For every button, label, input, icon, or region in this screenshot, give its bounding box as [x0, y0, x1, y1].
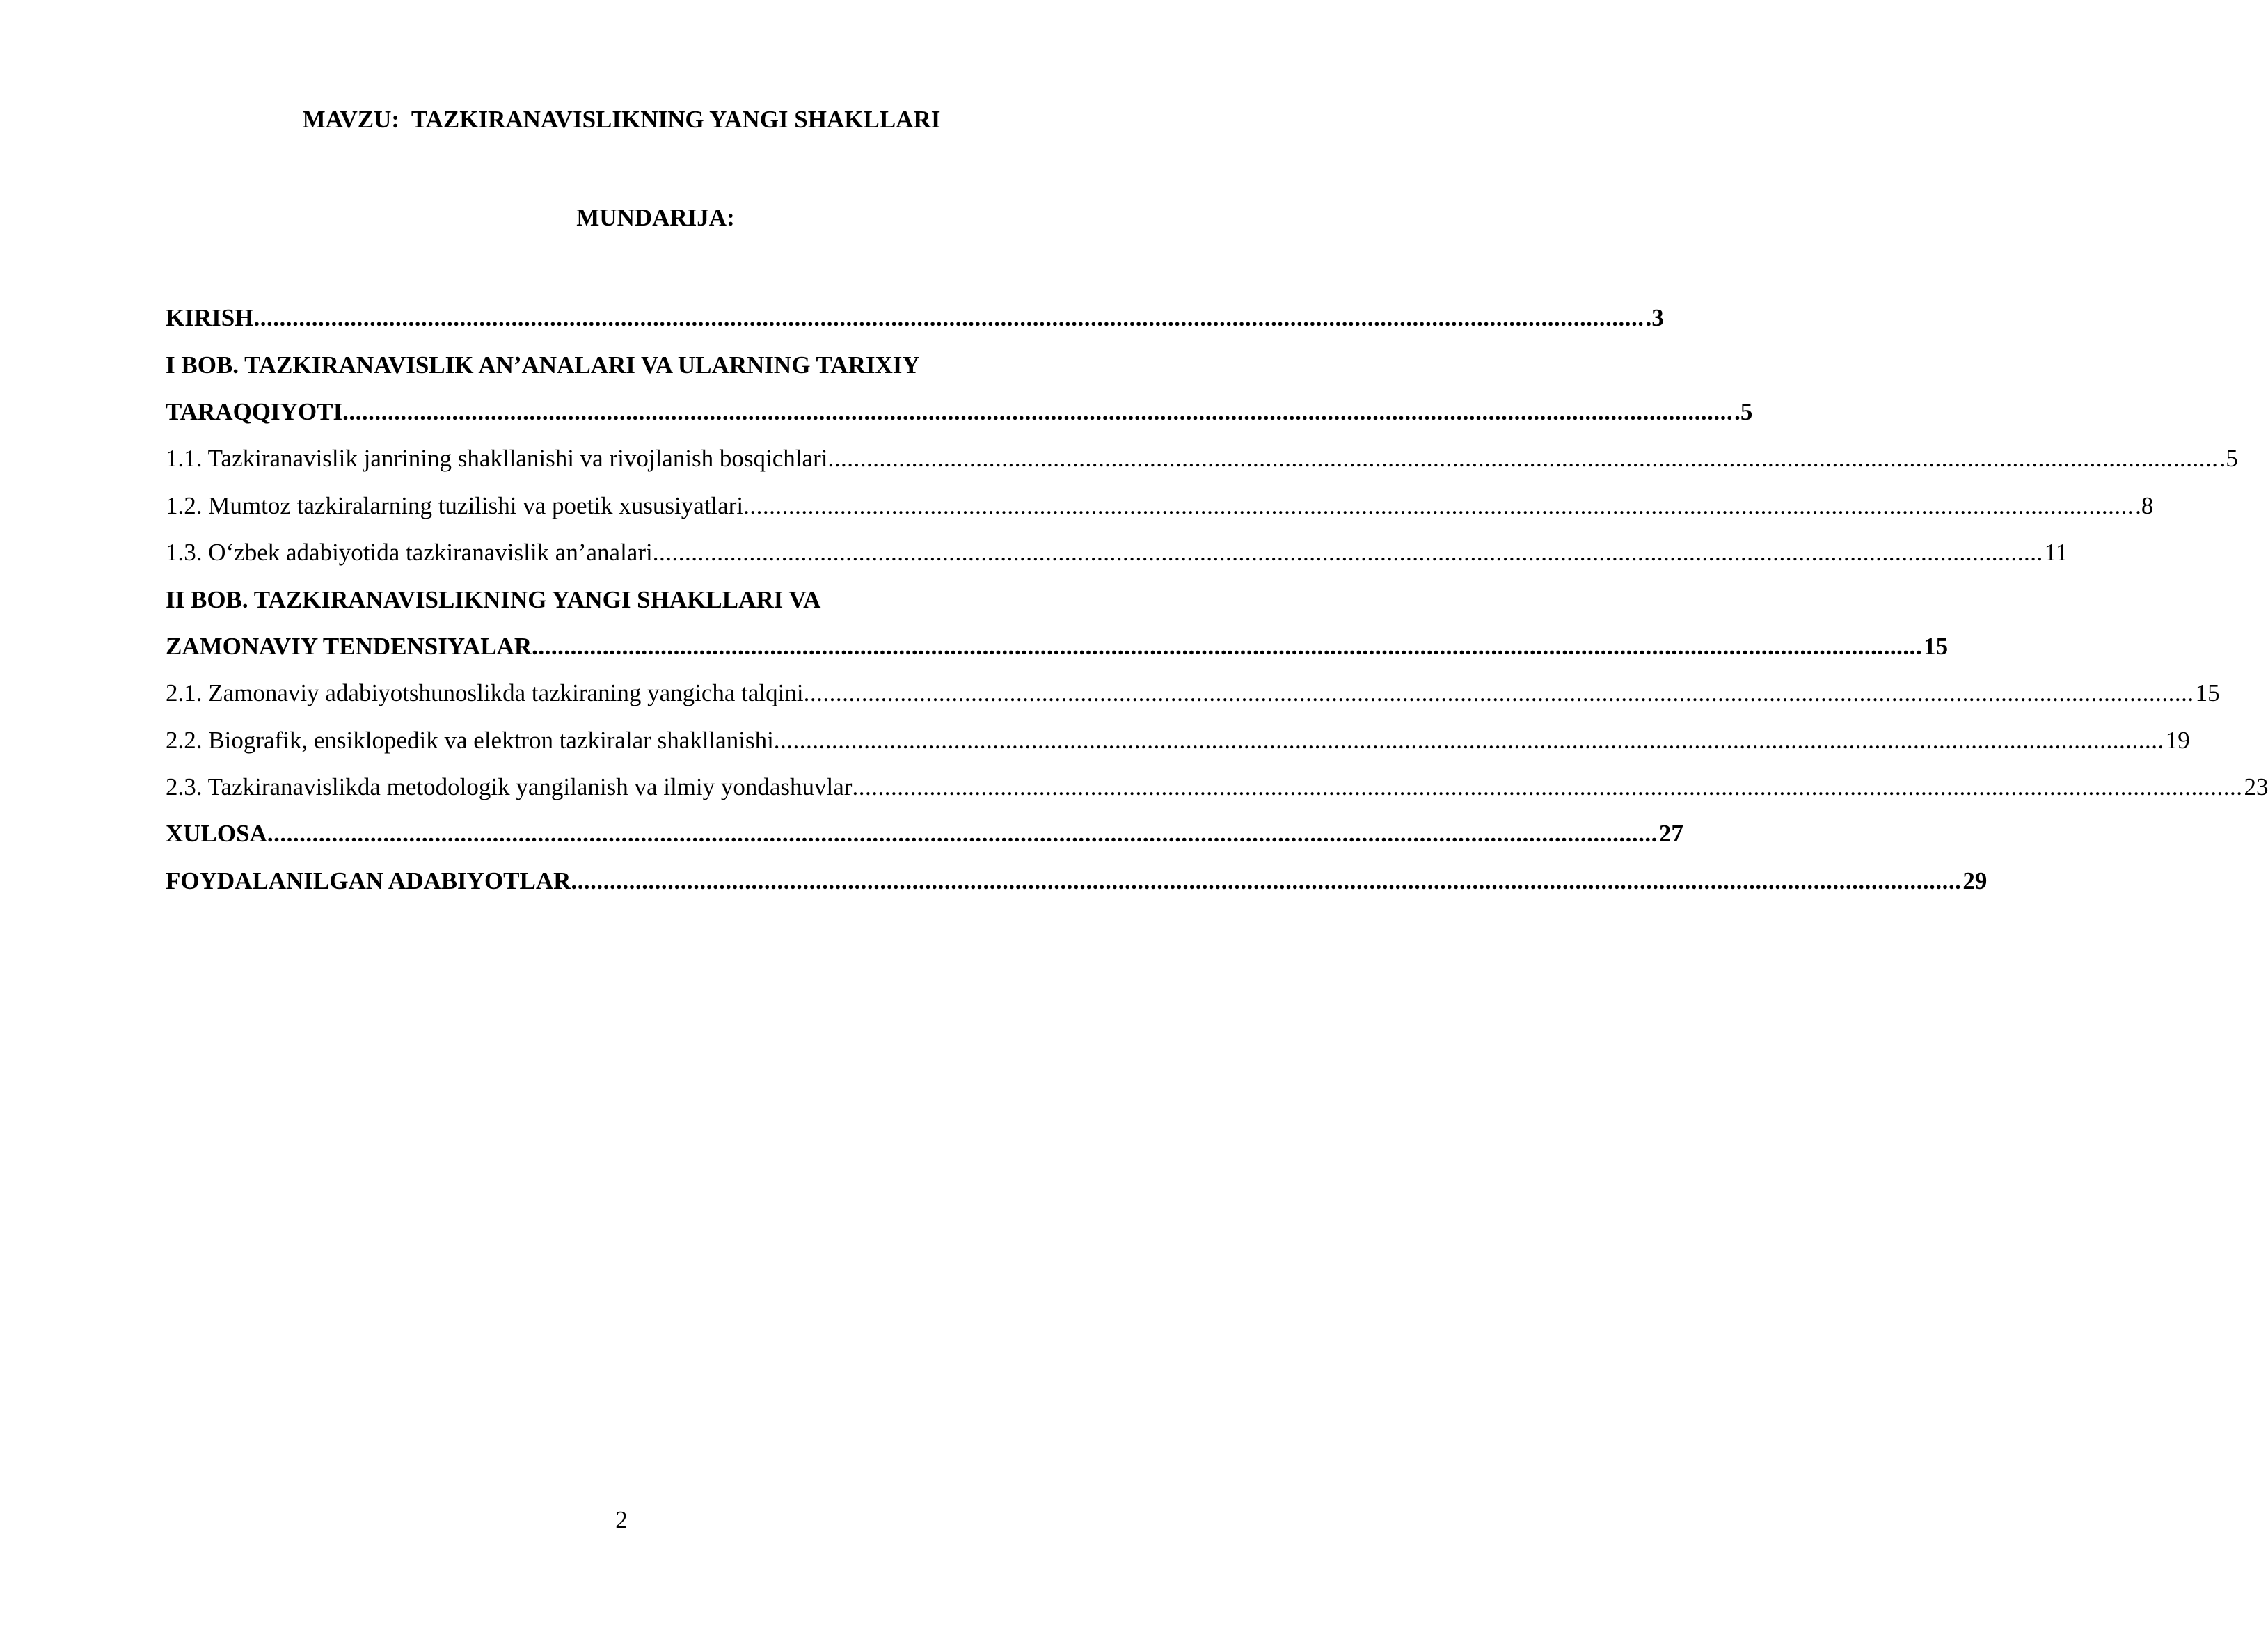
toc-entry[interactable]	[166, 764, 2268, 810]
toc-entry-page: 15	[2195, 679, 2220, 707]
toc-entry[interactable]	[166, 623, 1949, 670]
toc-entry-page: .8	[2135, 491, 2154, 519]
topic-title: MAVZU: TAZKIRANAVISLIKNING YANGI SHAKLLARI	[302, 106, 941, 133]
toc-entry[interactable]	[166, 576, 1045, 622]
toc-entry[interactable]	[166, 482, 2154, 529]
toc-entry-label: 1.3. O‘zbek adabiyotida tazkiranavislik an’analari	[166, 539, 653, 567]
toc-entry[interactable]	[166, 341, 1045, 388]
toc-entry-page: .3	[1645, 304, 1664, 332]
toc-entry-page: 11	[2044, 539, 2068, 567]
toc-entry[interactable]	[166, 858, 1988, 904]
toc-entry-label: XULOSA	[166, 820, 267, 848]
toc-leader-dots: ........................................................................................................................................................................................................................	[652, 539, 2043, 567]
toc-leader-dots: ........................................................................................................................................................................................................................	[803, 679, 2194, 707]
toc-entry-page: 23	[2244, 773, 2268, 801]
table-of-contents	[166, 294, 2268, 904]
toc-entry-page: 29	[1962, 867, 1988, 894]
toc-entry-label: I BOB. TAZKIRANAVISLIK AN’ANALARI VA ULARNING TARIXIY	[166, 351, 920, 379]
toc-entry-label: 2.3. Tazkiranavislikda metodologik yangilanish va ilmiy yondashuvlar	[166, 773, 853, 801]
toc-entry[interactable]	[166, 717, 2190, 764]
toc-leader-dots: ........................................................................................................................................................................................................................	[342, 397, 1734, 425]
page-number: 2	[615, 1506, 628, 1533]
toc-entry-label: FOYDALANILGAN ADABIYOTLAR	[166, 867, 571, 894]
toc-leader-dots: ........................................................................................................................................................................................................................	[743, 491, 2134, 519]
toc-entry-page: 15	[1924, 632, 1949, 660]
toc-leader-dots: ........................................................................................................................................................................................................................	[571, 867, 1962, 894]
toc-entry-label: KIRISH	[166, 304, 254, 332]
toc-entry[interactable]	[166, 294, 1664, 341]
toc-leader-dots: ........................................................................................................................................................................................................................	[827, 445, 2219, 473]
toc-entry[interactable]	[166, 670, 2220, 716]
toc-entry-label: 2.1. Zamonaviy adabiyotshunoslikda tazkiraning yangicha talqini	[166, 679, 804, 707]
toc-entry-page: .5	[1734, 397, 1753, 425]
toc-entry-page: .5	[2219, 445, 2238, 473]
toc-entry-page: 27	[1658, 820, 1683, 848]
toc-entry-page: 19	[2165, 726, 2190, 754]
toc-entry[interactable]	[166, 529, 2068, 576]
toc-leader-dots: ........................................................................................................................................................................................................................	[253, 304, 1644, 332]
toc-leader-dots: ........................................................................................................................................................................................................................	[852, 773, 2243, 801]
toc-leader-dots: ........................................................................................................................................................................................................................	[773, 726, 2164, 754]
toc-entry-label: 1.2. Mumtoz tazkiralarning tuzilishi va poetik xususiyatlari	[166, 491, 744, 519]
toc-entry-label: II BOB. TAZKIRANAVISLIKNING YANGI SHAKLLARI VA	[166, 585, 821, 613]
toc-leader-dots: ........................................................................................................................................................................................................................	[267, 820, 1658, 848]
toc-entry[interactable]	[166, 435, 2238, 482]
toc-entry-label: ZAMONAVIY TENDENSIYALAR	[166, 632, 532, 660]
toc-entry-label: TARAQQIYOTI	[166, 397, 343, 425]
toc-leader-dots: ........................................................................................................................................................................................................................	[532, 632, 1923, 660]
toc-entry-label: 2.2. Biografik, ensiklopedik va elektron tazkiralar shakllanishi	[166, 726, 774, 754]
toc-entry[interactable]	[166, 388, 1753, 435]
toc-entry[interactable]	[166, 810, 1683, 857]
toc-entry-label: 1.1. Tazkiranavislik janrining shakllanishi va rivojlanish bosqichlari	[166, 445, 828, 473]
toc-heading: MUNDARIJA:	[576, 204, 735, 231]
